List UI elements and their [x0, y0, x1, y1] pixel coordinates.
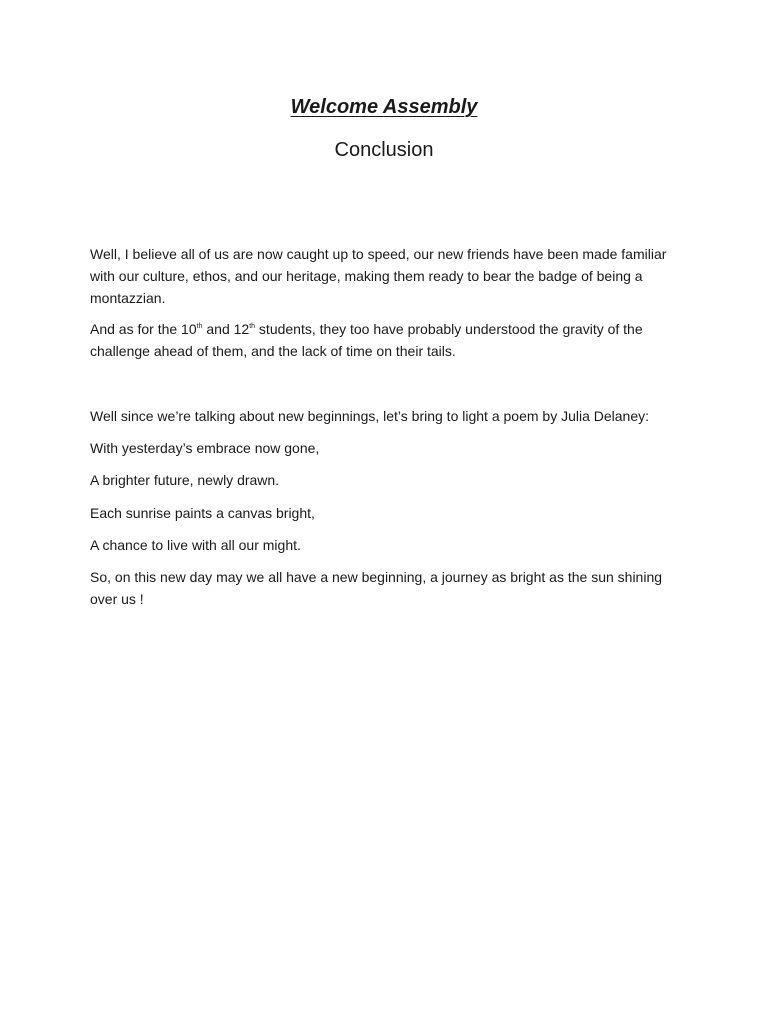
paragraph-closing: So, on this new day may we all have a new beginning, a journey as bright as the sun shining over us !: [90, 569, 663, 607]
poem-line: A brighter future, newly drawn.: [90, 472, 280, 488]
ordinal-suffix-10: th: [196, 323, 203, 330]
paragraph-students-part3: students, they too have probably understood the gravity of the challenge ahead of them, and the lack of time on their tails.: [90, 321, 643, 359]
document-subtitle: Conclusion: [334, 139, 434, 161]
paragraph-students-part1: And as for the 10: [90, 321, 197, 337]
document-title: Welcome Assembly: [290, 96, 478, 118]
paragraph-poem-intro: Well since we’re talking about new beginnings, let’s bring to light a poem by Julia Delaney:: [90, 408, 650, 424]
poem-line: With yesterday’s embrace now gone,: [90, 440, 320, 456]
poem-line: A chance to live with all our might.: [90, 537, 301, 553]
paragraph-intro: Well, I believe all of us are now caught up to speed, our new friends have been made familiar with our culture, ethos, and our heritage, making them ready to bear the badge of being a montazzian.: [90, 246, 667, 306]
poem-line: Each sunrise paints a canvas bright,: [90, 505, 315, 521]
paragraph-students-part2: and 12: [202, 321, 250, 337]
paragraph-students: [90, 318, 682, 362]
ordinal-suffix-12: th: [249, 323, 256, 330]
